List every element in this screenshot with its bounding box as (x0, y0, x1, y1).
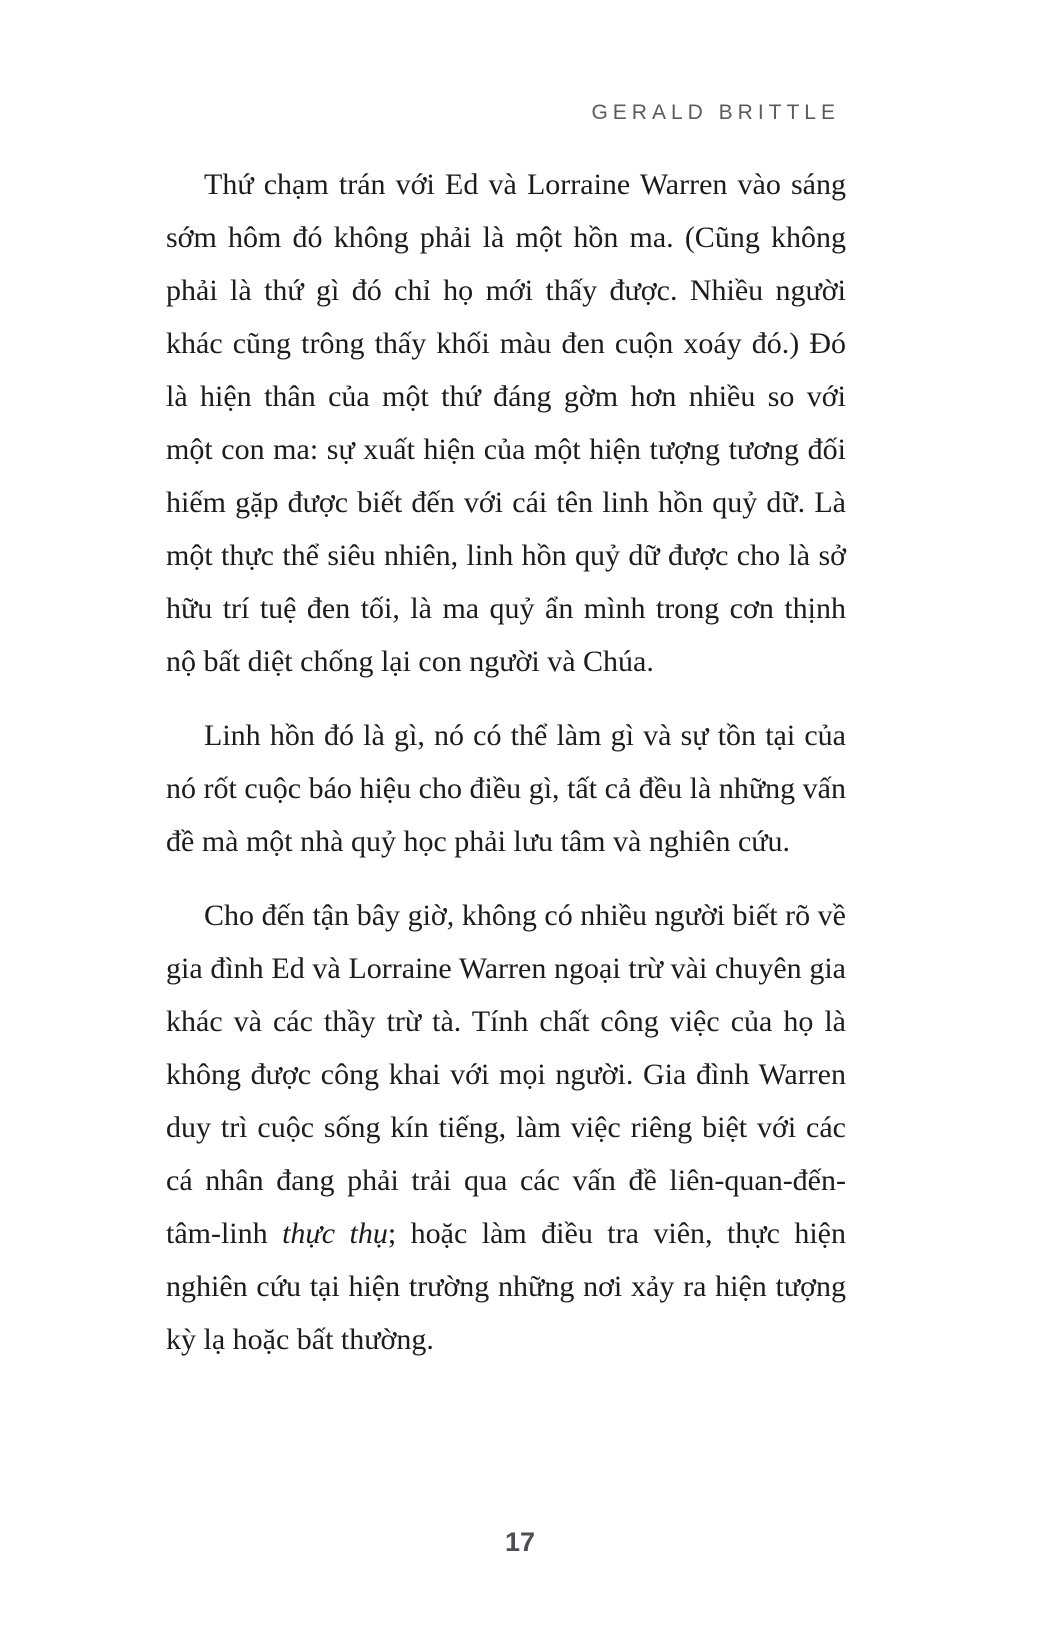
page-number: 17 (504, 1527, 536, 1557)
text-run: Cho đến tận bây giờ, không có nhiều người biết rõ về gia đình Ed và Lorraine Warren ngoại trừ vài chuyên gia khác và các thầy trừ tà. Tính chất công việc của họ là không được công khai với mọi người. Gia đình Warren duy trì cuộc sống kín tiếng, làm việc riêng biệt với các cá nhân đang phải trải qua các vấn đề liên-quan-đến-tâm-linh (166, 899, 846, 1250)
paragraph (166, 158, 846, 688)
running-header-author: GERALD BRITTLE (591, 101, 840, 124)
paragraph (166, 709, 846, 868)
paragraph (166, 889, 846, 1366)
body-text-container (166, 158, 846, 1366)
text-run: Linh hồn đó là gì, nó có thể làm gì và sự tồn tại của nó rốt cuộc báo hiệu cho điều gì, tất cả đều là những vấn đề mà một nhà quỷ học phải lưu tâm và nghiên cứu. (166, 719, 846, 858)
italic-text-run: thực thụ (282, 1217, 388, 1250)
text-run: ; hoặc làm điều tra viên, thực hiện nghiên cứu tại hiện trường những nơi xảy ra hiện tượng kỳ lạ hoặc bất thường. (166, 1217, 846, 1356)
text-run: Thứ chạm trán với Ed và Lorraine Warren vào sáng sớm hôm đó không phải là một hồn ma. (Cũng không phải là thứ gì đó chỉ họ mới thấy được. Nhiều người khác cũng trông thấy khối màu đen cuộn xoáy đó.) Đó là hiện thân của một thứ đáng gờm hơn nhiều so với một con ma: sự xuất hiện của một hiện tượng tương đối hiếm gặp được biết đến với cái tên linh hồn quỷ dữ. Là một thực thể siêu nhiên, linh hồn quỷ dữ được cho là sở hữu trí tuệ đen tối, là ma quỷ ẩn mình trong cơn thịnh nộ bất diệt chống lại con người và Chúa. (166, 168, 846, 678)
